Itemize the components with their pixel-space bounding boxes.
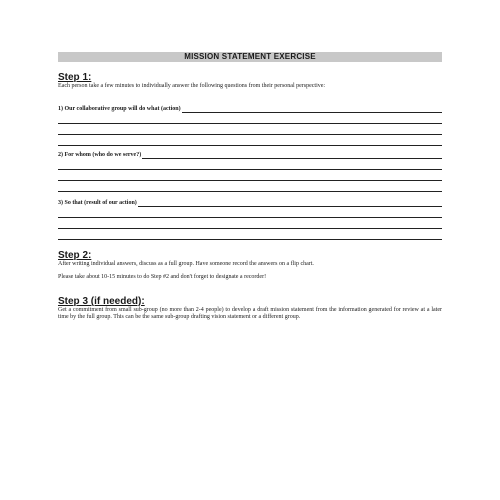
document-title: MISSION STATEMENT EXERCISE [58,52,442,62]
answer-line[interactable] [58,145,442,146]
question-3-block [58,200,442,240]
step3-section [58,296,442,321]
question-2-label: 2) For whom (who do we serve?) [58,152,142,158]
question-3 [58,200,442,207]
answer-line[interactable] [58,123,442,124]
answer-line[interactable] [58,239,442,240]
answer-line[interactable] [58,180,442,181]
answer-line[interactable] [58,134,442,135]
answer-line[interactable] [58,169,442,170]
answer-line[interactable] [58,191,442,192]
worksheet-page [58,52,442,320]
step3-text: Get a commitment from small sub-group (no more than 2-4 people) to develop a draft mission statement from the information generated for review at a later time by the full group. This can be the same sub-group drafting vision statement or a different group. [58,307,442,320]
question-1-block [58,106,442,146]
step2-text1: After writing individual answers, discuss as a full group. Have someone record the answers on a flip chart. [58,261,314,267]
answer-line[interactable] [138,200,442,207]
step2-text2: Please take about 10-15 minutes to do Step #2 and don't forget to designate a recorder! [58,274,267,280]
question-1 [58,106,442,113]
answer-line[interactable] [58,217,442,218]
step2-section [58,250,442,281]
answer-line[interactable] [142,152,442,159]
answer-line[interactable] [182,106,442,113]
answer-line[interactable] [58,228,442,229]
question-3-label: 3) So that (result of our action) [58,200,137,206]
question-2-block [58,152,442,192]
question-1-label: 1) Our collaborative group will do what (action) [58,106,181,112]
step1-heading: Step 1: [58,72,92,83]
step3-heading: Step 3 (if needed): [58,296,145,307]
step2-heading: Step 2: [58,250,92,261]
question-2 [58,152,442,159]
step1-intro: Each person take a few minutes to individually answer the following questions from their personal perspective: [58,83,326,89]
